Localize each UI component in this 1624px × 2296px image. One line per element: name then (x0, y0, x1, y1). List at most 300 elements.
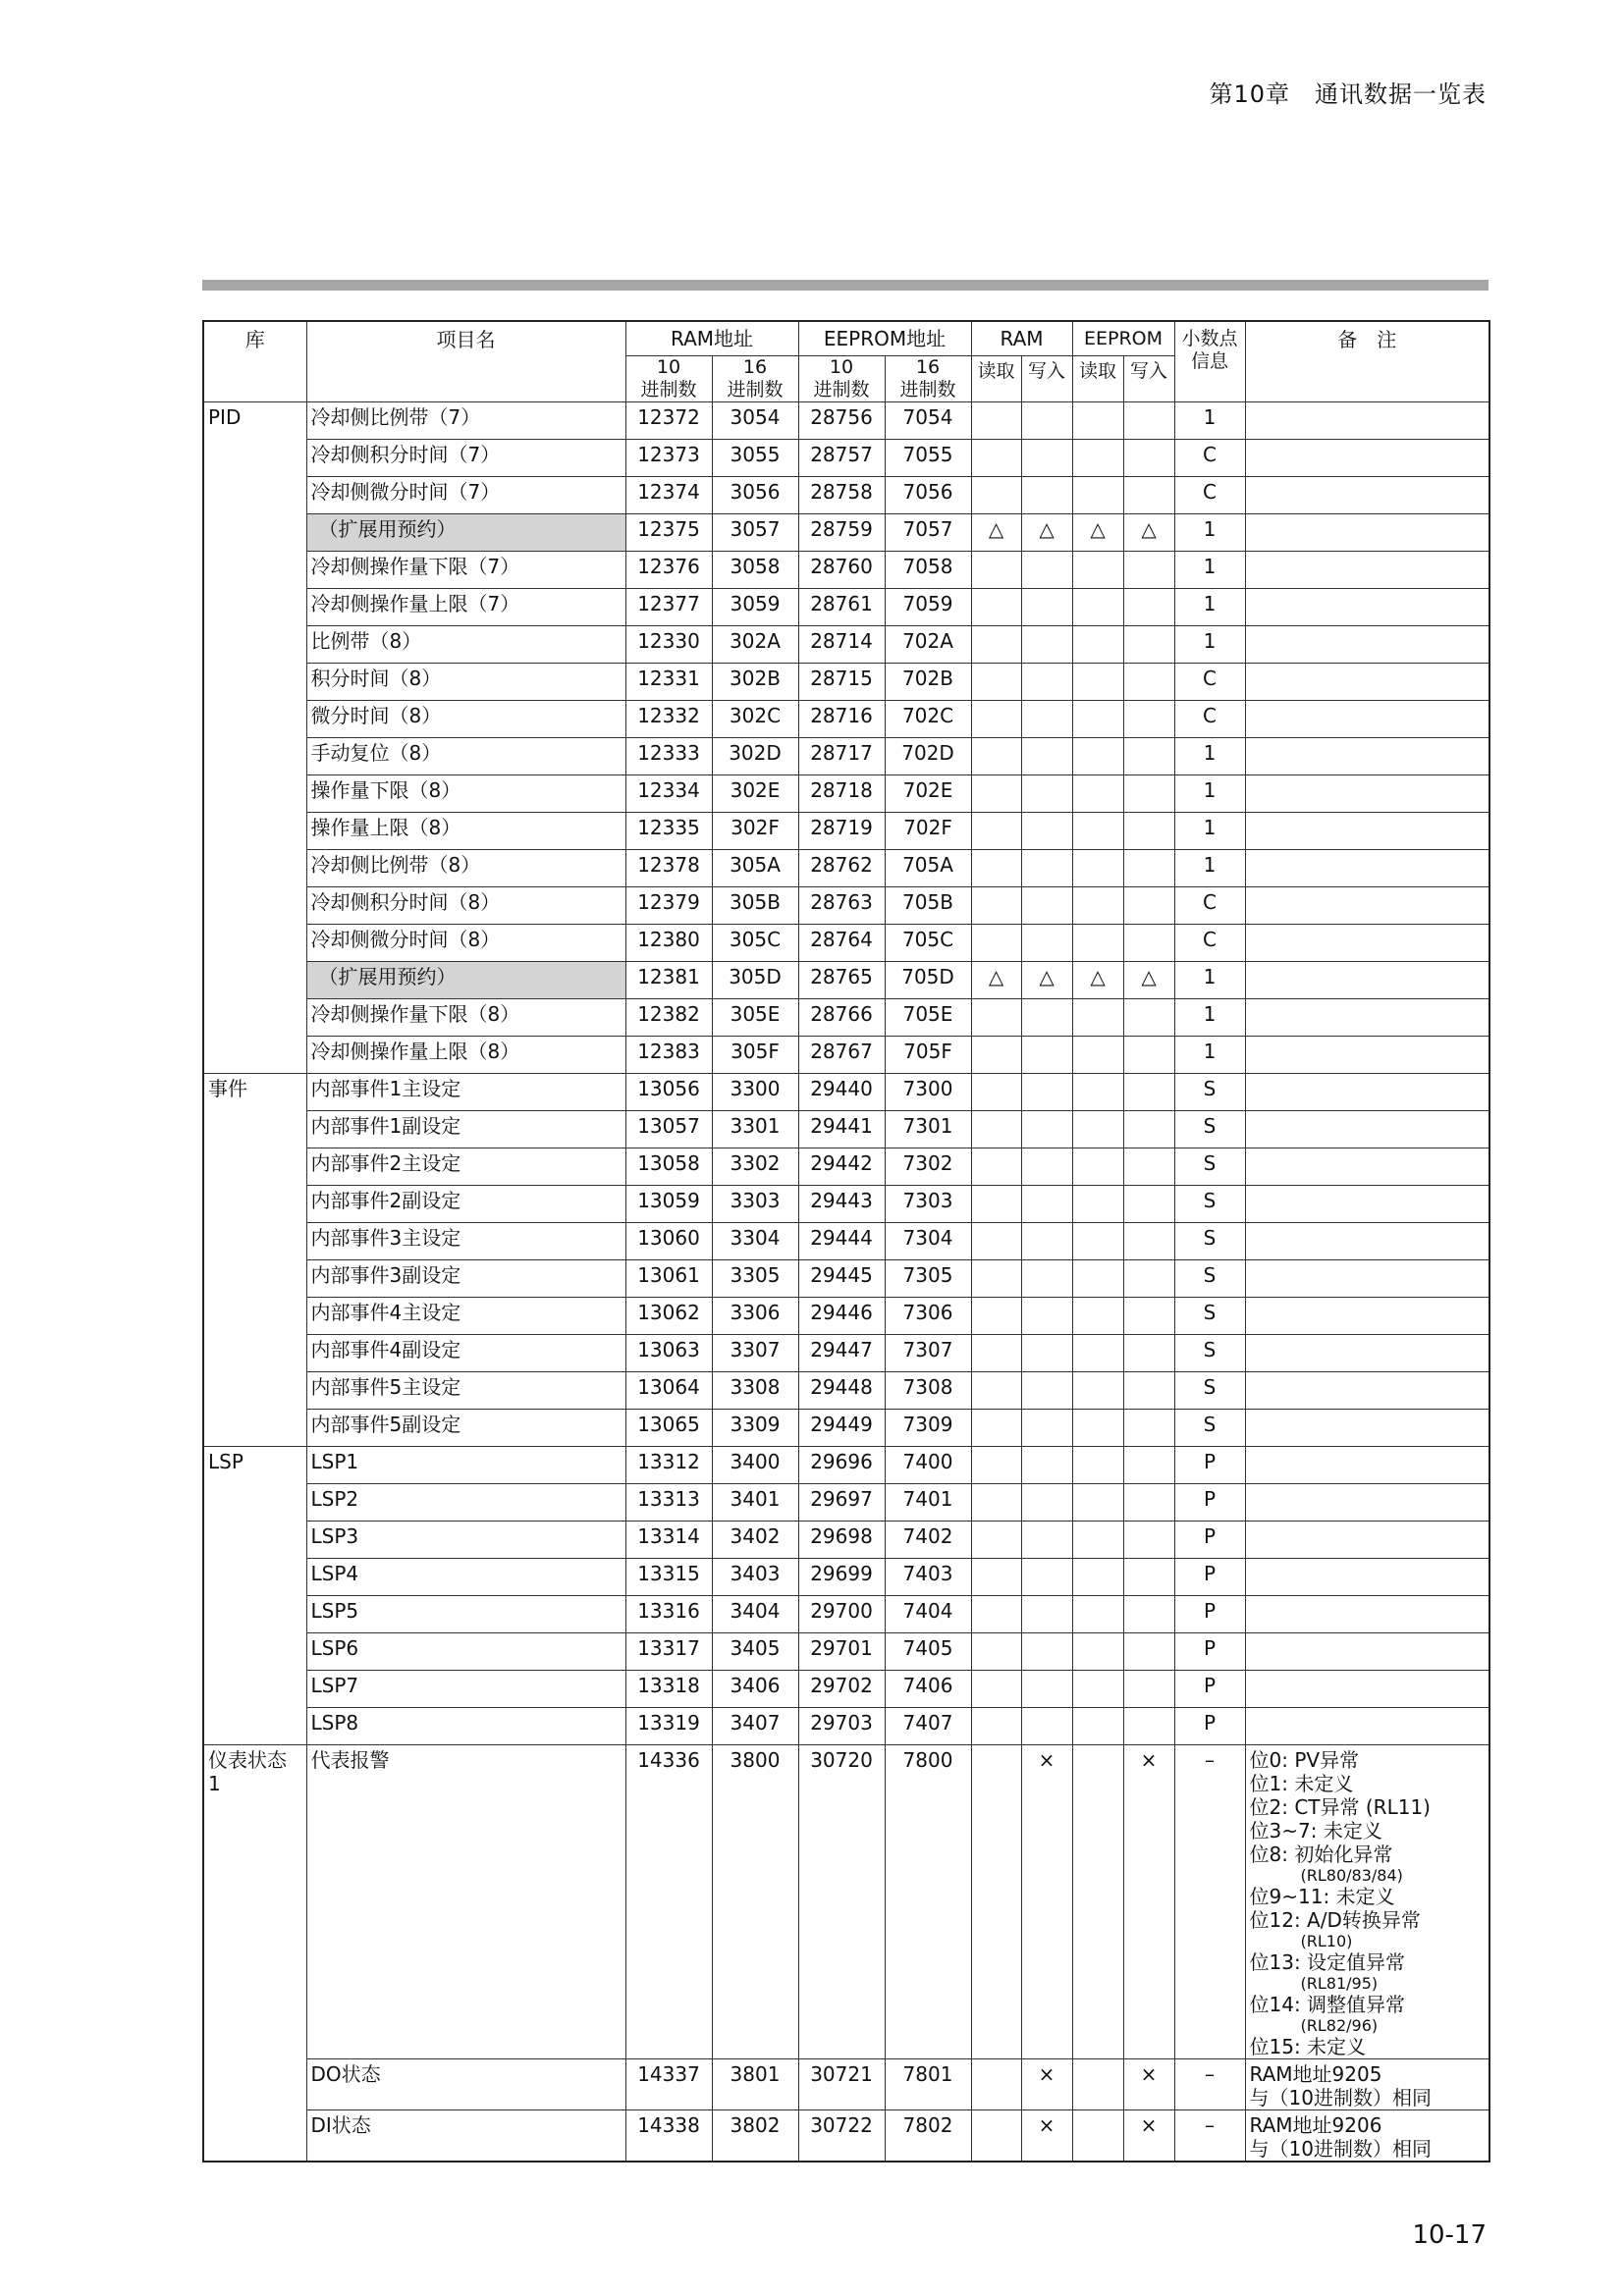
item-name-cell: LSP3 (306, 1521, 625, 1558)
item-name-cell: LSP7 (306, 1670, 625, 1707)
ram-write-cell (1021, 1670, 1072, 1707)
ram-read-cell (971, 886, 1021, 924)
ram-dec-cell: 12331 (625, 663, 712, 700)
ram-hex-cell: 3403 (712, 1558, 798, 1595)
ram-dec-cell: 12373 (625, 439, 712, 476)
eeprom-read-cell (1072, 849, 1123, 886)
remarks-cell (1245, 998, 1489, 1036)
decimal-info-cell: P (1174, 1707, 1245, 1744)
item-name-cell: 冷却侧微分时间（8） (306, 924, 625, 961)
eeprom-write-cell (1123, 1110, 1174, 1148)
remark-line: RAM地址9206 (1249, 2113, 1382, 2138)
remarks-cell (1245, 2059, 1489, 2110)
ram-dec-cell: 13062 (625, 1297, 712, 1334)
eeprom-write-cell (1123, 1670, 1174, 1707)
table-row (203, 1297, 1489, 1334)
item-name-cell: 冷却侧积分时间（7） (306, 439, 625, 476)
decimal-info-cell: 1 (1174, 998, 1245, 1036)
ram-hex-cell: 305D (712, 961, 798, 998)
eeprom-dec-cell: 29703 (798, 1707, 885, 1744)
ram-write-cell (1021, 1148, 1072, 1185)
ram-hex-cell: 3058 (712, 551, 798, 588)
item-name-cell: 冷却侧操作量下限（8） (306, 998, 625, 1036)
ram-read-cell (971, 1670, 1021, 1707)
remarks-cell (1245, 924, 1489, 961)
item-name-cell: DI状态 (306, 2110, 625, 2163)
eeprom-write-cell (1123, 737, 1174, 774)
eeprom-read-cell (1072, 2110, 1123, 2163)
remarks-cell (1245, 1297, 1489, 1334)
remarks-cell (1245, 1259, 1489, 1297)
page-number: 10-17 (1412, 2220, 1487, 2250)
remarks-cell (1245, 1595, 1489, 1632)
ram-read-cell (971, 1483, 1021, 1521)
remark-line: 位12: A/D转换异常 (1249, 1907, 1421, 1932)
decimal-info-cell: 1 (1174, 588, 1245, 625)
eeprom-write-cell: × (1123, 1744, 1174, 2059)
eeprom-read-cell (1072, 625, 1123, 663)
ram-write-cell (1021, 700, 1072, 737)
remark-line: 位0: PV异常 (1249, 1747, 1360, 1772)
ram-write-cell (1021, 401, 1072, 439)
eeprom-dec-cell: 28759 (798, 513, 885, 551)
ram-read-cell: △ (971, 961, 1021, 998)
eeprom-hex-cell: 7303 (885, 1185, 971, 1222)
eeprom-hex-cell: 7301 (885, 1110, 971, 1148)
decimal-info-cell: C (1174, 924, 1245, 961)
ram-hex-cell: 3405 (712, 1632, 798, 1670)
eeprom-write-cell (1123, 476, 1174, 513)
remarks-cell (1245, 2110, 1489, 2163)
item-name-cell: 冷却侧比例带（8） (306, 849, 625, 886)
remarks-cell (1245, 588, 1489, 625)
eeprom-hex-cell: 7058 (885, 551, 971, 588)
ram-write-cell (1021, 737, 1072, 774)
ram-hex-cell: 3059 (712, 588, 798, 625)
table-row (203, 1521, 1489, 1558)
eeprom-read-cell (1072, 1371, 1123, 1409)
remarks-cell (1245, 849, 1489, 886)
remark-line: 位9~11: 未定义 (1249, 1884, 1395, 1908)
remark-line: (RL80/83/84) (1300, 1865, 1403, 1885)
chapter-title: 第10章 通讯数据一览表 (1209, 80, 1487, 108)
table-row (203, 1185, 1489, 1222)
ram-dec-cell: 12382 (625, 998, 712, 1036)
table-row (203, 1222, 1489, 1259)
table-row (203, 2059, 1489, 2110)
table-row (203, 1707, 1489, 1744)
eeprom-write-cell (1123, 401, 1174, 439)
decimal-info-cell: 1 (1174, 513, 1245, 551)
ram-read-cell (971, 1558, 1021, 1595)
ram-dec-cell: 14338 (625, 2110, 712, 2163)
eeprom-hex-cell: 705C (885, 924, 971, 961)
decimal-info-cell: P (1174, 1446, 1245, 1483)
eeprom-hex-cell: 7405 (885, 1632, 971, 1670)
item-name-cell: 冷却侧积分时间（8） (306, 886, 625, 924)
ram-hex-cell: 3307 (712, 1334, 798, 1371)
eeprom-read-cell (1072, 1334, 1123, 1371)
eeprom-hex-cell: 702D (885, 737, 971, 774)
eeprom-dec-cell: 29446 (798, 1297, 885, 1334)
eeprom-dec-cell: 29442 (798, 1148, 885, 1185)
table-row (203, 625, 1489, 663)
eeprom-dec-cell: 28716 (798, 700, 885, 737)
eeprom-dec-cell: 28714 (798, 625, 885, 663)
ram-hex-cell: 302B (712, 663, 798, 700)
table-row (203, 401, 1489, 439)
eeprom-dec-cell: 28718 (798, 774, 885, 812)
eeprom-hex-cell: 705B (885, 886, 971, 924)
ram-write-cell (1021, 476, 1072, 513)
remarks-cell (1245, 700, 1489, 737)
communication-data-table (202, 320, 1490, 2163)
header-eeprom-dec: 10 进制数 (798, 356, 885, 402)
ram-read-cell (971, 849, 1021, 886)
decimal-info-cell: – (1174, 2059, 1245, 2110)
decimal-info-cell: S (1174, 1148, 1245, 1185)
eeprom-read-cell (1072, 663, 1123, 700)
eeprom-read-cell (1072, 737, 1123, 774)
ram-hex-cell: 3056 (712, 476, 798, 513)
ram-dec-cell: 13319 (625, 1707, 712, 1744)
table-row (203, 663, 1489, 700)
ram-read-cell (971, 2110, 1021, 2163)
ram-write-cell (1021, 1185, 1072, 1222)
eeprom-hex-cell: 705D (885, 961, 971, 998)
decimal-info-cell: 1 (1174, 551, 1245, 588)
eeprom-read-cell (1072, 1521, 1123, 1558)
table-row (203, 1036, 1489, 1073)
eeprom-dec-cell: 28715 (798, 663, 885, 700)
ram-read-cell (971, 1222, 1021, 1259)
ram-write-cell (1021, 1446, 1072, 1483)
ram-write-cell (1021, 1483, 1072, 1521)
ram-read-cell (971, 1073, 1021, 1110)
ram-dec-cell: 13318 (625, 1670, 712, 1707)
eeprom-read-cell (1072, 1259, 1123, 1297)
ram-read-cell (971, 1595, 1021, 1632)
remark-line: (RL81/95) (1300, 1973, 1379, 1993)
eeprom-hex-cell: 7300 (885, 1073, 971, 1110)
item-name-cell: LSP5 (306, 1595, 625, 1632)
header-ram-dec: 10 进制数 (625, 356, 712, 402)
ram-dec-cell: 13317 (625, 1632, 712, 1670)
ram-write-cell (1021, 924, 1072, 961)
decimal-info-cell: S (1174, 1073, 1245, 1110)
item-name-cell: 冷却侧微分时间（7） (306, 476, 625, 513)
eeprom-hex-cell: 7403 (885, 1558, 971, 1595)
eeprom-read-cell (1072, 998, 1123, 1036)
remark-line: 位15: 未定义 (1249, 2035, 1367, 2059)
ram-read-cell (971, 1409, 1021, 1446)
eeprom-write-cell: × (1123, 2059, 1174, 2110)
eeprom-read-cell (1072, 1073, 1123, 1110)
table-row (203, 998, 1489, 1036)
header-eeprom: EEPROM (1072, 321, 1174, 356)
header-eeprom-write: 写入 (1123, 356, 1174, 402)
remark-line: (RL10) (1300, 1931, 1353, 1950)
eeprom-read-cell (1072, 1110, 1123, 1148)
item-name-cell: 冷却侧操作量上限（8） (306, 1036, 625, 1073)
eeprom-dec-cell: 29448 (798, 1371, 885, 1409)
eeprom-write-cell (1123, 1334, 1174, 1371)
remarks-cell (1245, 1483, 1489, 1521)
table-row (203, 737, 1489, 774)
remarks-cell (1245, 1036, 1489, 1073)
eeprom-hex-cell: 7307 (885, 1334, 971, 1371)
remark-line: 位2: CT异常 (RL11) (1249, 1794, 1431, 1819)
ram-write-cell (1021, 1371, 1072, 1409)
eeprom-dec-cell: 28717 (798, 737, 885, 774)
eeprom-read-cell (1072, 476, 1123, 513)
ram-read-cell (971, 401, 1021, 439)
ram-hex-cell: 302F (712, 812, 798, 849)
eeprom-dec-cell: 29696 (798, 1446, 885, 1483)
ram-write-cell: × (1021, 2110, 1072, 2163)
ram-hex-cell: 305B (712, 886, 798, 924)
header-ram-hex: 16 进制数 (712, 356, 798, 402)
eeprom-hex-cell: 7055 (885, 439, 971, 476)
ram-write-cell: △ (1021, 513, 1072, 551)
item-name-cell: 内部事件2主设定 (306, 1148, 625, 1185)
table-row (203, 439, 1489, 476)
ram-read-cell (971, 2059, 1021, 2110)
ram-write-cell: △ (1021, 961, 1072, 998)
remarks-cell (1245, 1558, 1489, 1595)
table-row (203, 886, 1489, 924)
eeprom-hex-cell: 7054 (885, 401, 971, 439)
eeprom-write-cell (1123, 1446, 1174, 1483)
eeprom-write-cell (1123, 849, 1174, 886)
eeprom-read-cell (1072, 1670, 1123, 1707)
ram-write-cell (1021, 1297, 1072, 1334)
ram-hex-cell: 3305 (712, 1259, 798, 1297)
table-row (203, 1259, 1489, 1297)
remarks-cell (1245, 476, 1489, 513)
ram-read-cell (971, 774, 1021, 812)
eeprom-hex-cell: 7407 (885, 1707, 971, 1744)
ram-read-cell (971, 1744, 1021, 2059)
eeprom-hex-cell: 7402 (885, 1521, 971, 1558)
decimal-info-cell: P (1174, 1483, 1245, 1521)
eeprom-read-cell (1072, 401, 1123, 439)
table-row (203, 700, 1489, 737)
ram-write-cell (1021, 774, 1072, 812)
item-name-cell: 操作量上限（8） (306, 812, 625, 849)
eeprom-hex-cell: 702E (885, 774, 971, 812)
eeprom-read-cell (1072, 1409, 1123, 1446)
decimal-info-cell: 1 (1174, 849, 1245, 886)
eeprom-dec-cell: 30722 (798, 2110, 885, 2163)
item-name-cell: 内部事件2副设定 (306, 1185, 625, 1222)
remarks-cell (1245, 1148, 1489, 1185)
eeprom-dec-cell: 28761 (798, 588, 885, 625)
eeprom-hex-cell: 702C (885, 700, 971, 737)
ram-dec-cell: 13063 (625, 1334, 712, 1371)
remarks-cell (1245, 1707, 1489, 1744)
eeprom-write-cell (1123, 1222, 1174, 1259)
decimal-info-cell: 1 (1174, 1036, 1245, 1073)
table-row (203, 1446, 1489, 1483)
ram-write-cell (1021, 886, 1072, 924)
ram-write-cell (1021, 588, 1072, 625)
table-row (203, 924, 1489, 961)
table-row (203, 513, 1489, 551)
table-row (203, 476, 1489, 513)
ram-hex-cell: 302C (712, 700, 798, 737)
table-row (203, 1744, 1489, 2059)
ram-hex-cell: 3306 (712, 1297, 798, 1334)
eeprom-read-cell (1072, 2059, 1123, 2110)
ram-hex-cell: 3054 (712, 401, 798, 439)
ram-write-cell (1021, 1073, 1072, 1110)
eeprom-write-cell (1123, 1259, 1174, 1297)
ram-dec-cell: 13316 (625, 1595, 712, 1632)
decimal-info-cell: C (1174, 439, 1245, 476)
remark-line: 位14: 调整值异常 (1249, 1993, 1406, 2017)
item-name-cell: 冷却侧操作量下限（7） (306, 551, 625, 588)
ram-write-cell: × (1021, 2059, 1072, 2110)
eeprom-write-cell (1123, 774, 1174, 812)
eeprom-hex-cell: 702A (885, 625, 971, 663)
eeprom-read-cell (1072, 886, 1123, 924)
eeprom-dec-cell: 29699 (798, 1558, 885, 1595)
ram-dec-cell: 12375 (625, 513, 712, 551)
ram-dec-cell: 13315 (625, 1558, 712, 1595)
eeprom-hex-cell: 7059 (885, 588, 971, 625)
eeprom-hex-cell: 702B (885, 663, 971, 700)
table-row (203, 551, 1489, 588)
table-row (203, 1148, 1489, 1185)
eeprom-dec-cell: 28763 (798, 886, 885, 924)
table-row (203, 1409, 1489, 1446)
ram-read-cell (971, 588, 1021, 625)
ram-read-cell (971, 476, 1021, 513)
eeprom-dec-cell: 28762 (798, 849, 885, 886)
table-body (203, 401, 1489, 2162)
ram-write-cell (1021, 1334, 1072, 1371)
item-name-cell: LSP8 (306, 1707, 625, 1744)
ram-hex-cell: 3401 (712, 1483, 798, 1521)
ram-hex-cell: 3802 (712, 2110, 798, 2163)
ram-write-cell (1021, 1409, 1072, 1446)
eeprom-dec-cell: 29700 (798, 1595, 885, 1632)
eeprom-hex-cell: 7309 (885, 1409, 971, 1446)
table-row (203, 1110, 1489, 1148)
decimal-info-cell: P (1174, 1632, 1245, 1670)
eeprom-dec-cell: 29445 (798, 1259, 885, 1297)
ram-hex-cell: 3309 (712, 1409, 798, 1446)
ram-read-cell (971, 1334, 1021, 1371)
remark-line: (RL82/96) (1300, 2016, 1379, 2036)
item-name-cell: LSP1 (306, 1446, 625, 1483)
eeprom-read-cell: △ (1072, 961, 1123, 998)
ram-write-cell (1021, 1110, 1072, 1148)
item-name-cell: LSP6 (306, 1632, 625, 1670)
decimal-info-cell: P (1174, 1521, 1245, 1558)
eeprom-hex-cell: 7304 (885, 1222, 971, 1259)
ram-dec-cell: 13059 (625, 1185, 712, 1222)
decimal-info-cell: S (1174, 1110, 1245, 1148)
eeprom-hex-cell: 7056 (885, 476, 971, 513)
eeprom-write-cell: × (1123, 2110, 1174, 2163)
ram-write-cell (1021, 551, 1072, 588)
header-eeprom-address: EEPROM地址 (798, 321, 971, 356)
eeprom-hex-cell: 7057 (885, 513, 971, 551)
library-cell: LSP (203, 1446, 306, 1744)
ram-hex-cell: 302E (712, 774, 798, 812)
ram-read-cell (971, 1185, 1021, 1222)
remarks-cell (1245, 1073, 1489, 1110)
ram-read-cell (971, 700, 1021, 737)
decimal-info-cell: 1 (1174, 961, 1245, 998)
ram-dec-cell: 12332 (625, 700, 712, 737)
header-decimal-info: 小数点信息 (1174, 321, 1245, 401)
remark-line: RAM地址9205 (1249, 2062, 1382, 2087)
ram-write-cell (1021, 1558, 1072, 1595)
remarks-cell (1245, 439, 1489, 476)
item-name-cell: 内部事件4主设定 (306, 1297, 625, 1334)
ram-read-cell (971, 551, 1021, 588)
eeprom-hex-cell: 702F (885, 812, 971, 849)
decimal-info-cell: 1 (1174, 737, 1245, 774)
item-name-cell: 微分时间（8） (306, 700, 625, 737)
decimal-info-cell: 1 (1174, 401, 1245, 439)
ram-hex-cell: 3407 (712, 1707, 798, 1744)
eeprom-write-cell (1123, 924, 1174, 961)
item-name-cell: 冷却侧比例带（7） (306, 401, 625, 439)
eeprom-write-cell (1123, 1185, 1174, 1222)
ram-read-cell (971, 1148, 1021, 1185)
ram-read-cell (971, 1036, 1021, 1073)
remarks-cell (1245, 663, 1489, 700)
decimal-info-cell: S (1174, 1185, 1245, 1222)
eeprom-read-cell (1072, 1148, 1123, 1185)
eeprom-write-cell (1123, 1297, 1174, 1334)
decimal-info-cell: C (1174, 700, 1245, 737)
table-row (203, 2110, 1489, 2163)
ram-write-cell: × (1021, 1744, 1072, 2059)
remarks-cell (1245, 812, 1489, 849)
eeprom-write-cell (1123, 1409, 1174, 1446)
item-name-cell: LSP2 (306, 1483, 625, 1521)
eeprom-write-cell (1123, 1148, 1174, 1185)
ram-write-cell (1021, 439, 1072, 476)
eeprom-read-cell (1072, 1185, 1123, 1222)
eeprom-dec-cell: 29698 (798, 1521, 885, 1558)
table-row (203, 1073, 1489, 1110)
ram-dec-cell: 12380 (625, 924, 712, 961)
decimal-info-cell: 1 (1174, 774, 1245, 812)
eeprom-dec-cell: 29447 (798, 1334, 885, 1371)
ram-hex-cell: 302A (712, 625, 798, 663)
ram-hex-cell: 3304 (712, 1222, 798, 1259)
remarks-cell (1245, 737, 1489, 774)
decimal-info-cell: C (1174, 476, 1245, 513)
eeprom-dec-cell: 29701 (798, 1632, 885, 1670)
header-ram-address: RAM地址 (625, 321, 798, 356)
header-eeprom-hex: 16 进制数 (885, 356, 971, 402)
item-name-cell: （扩展用预约） (306, 961, 625, 998)
ram-read-cell (971, 1707, 1021, 1744)
ram-read-cell (971, 1297, 1021, 1334)
remarks-cell (1245, 1334, 1489, 1371)
ram-write-cell (1021, 1036, 1072, 1073)
ram-write-cell (1021, 1259, 1072, 1297)
eeprom-read-cell (1072, 551, 1123, 588)
ram-hex-cell: 3404 (712, 1595, 798, 1632)
